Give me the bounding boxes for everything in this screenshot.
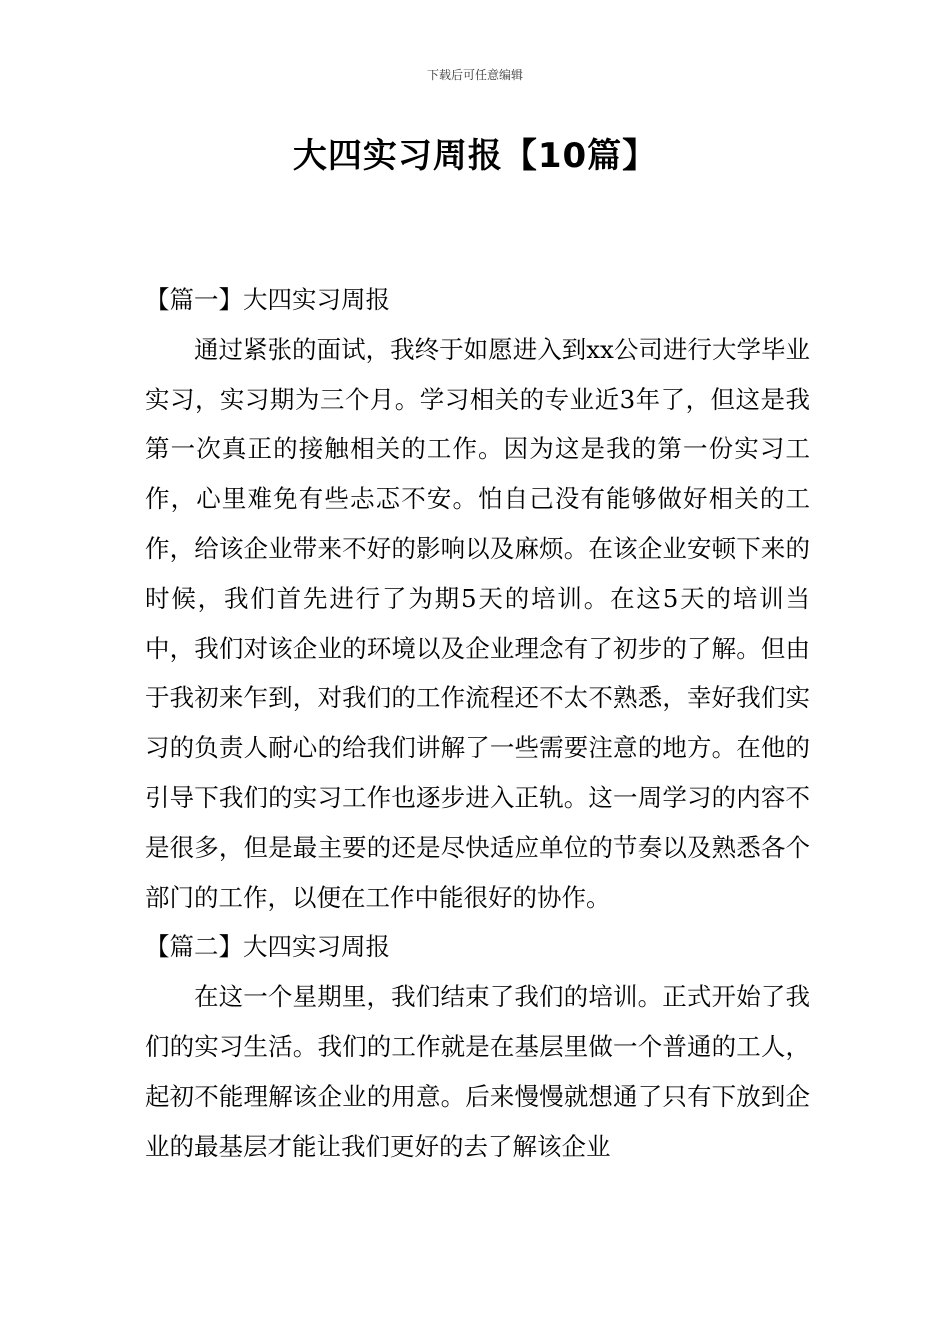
section-paragraph: 通过紧张的面试，我终于如愿进入到xx公司进行大学毕业实习，实习期为三个月。学习相关的专业近3年了，但这是我第一次真正的接触相关的工作。因为这是我的第一份实习工作，心里难免有些忐忑不安。怕自己没有能够做好相关的工作，给该企业带来不好的影响以及麻烦。在该企业安顿下来的时候，我们首先进行了为期5天的培训。在这5天的培训当中，我们对该企业的环境以及企业理念有了初步的了解。但由于我初来乍到，对我们的工作流程还不太不熟悉，幸好我们实习的负责人耐心的给我们讲解了一些需要注意的地方。在他的引导下我们的实习工作也逐步进入正轨。这一周学习的内容不是很多，但是最主要的还是尽快适应单位的节奏以及熟悉各个部门的工作，以便在工作中能很好的协作。 (145, 334, 810, 912)
section-paragraph: 在这一个星期里，我们结束了我们的培训。正式开始了我们的实习生活。我们的工作就是在基层里做一个普通的工人，起初不能理解该企业的用意。后来慢慢就想通了只有下放到企业的最基层才能让我们更好的去了解该企业 (145, 982, 810, 1161)
document-title: 大四实习周报【10篇】 (292, 136, 658, 176)
section-heading: 【篇二】大四实习周报 (145, 932, 390, 962)
section-heading: 【篇一】大四实习周报 (145, 285, 390, 314)
section-2 (145, 922, 810, 1171)
document-body (145, 275, 810, 1171)
section-1 (145, 275, 810, 922)
header-note: 下载后可任意编辑 (426, 68, 523, 82)
